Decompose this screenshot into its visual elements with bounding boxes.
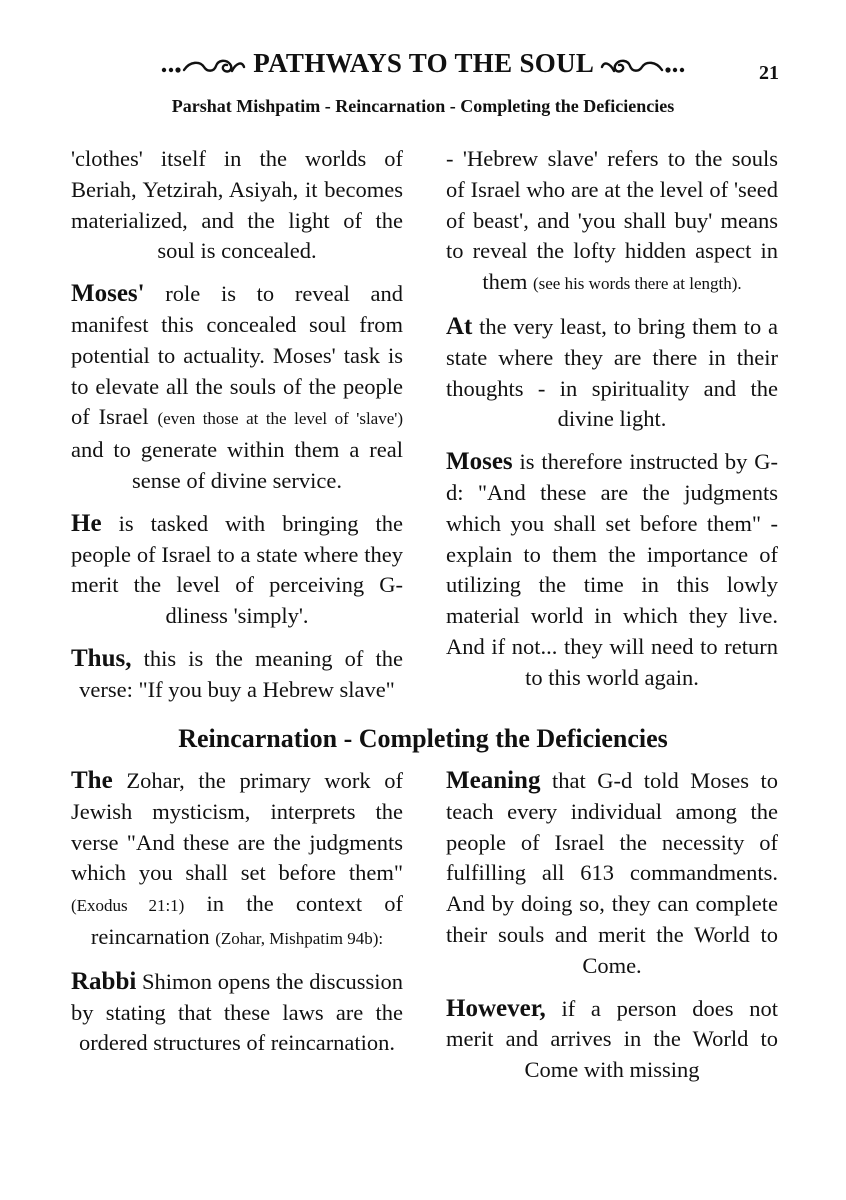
citation: (Exodus 21:1) (71, 896, 185, 916)
paragraph-lead: Meaning (446, 767, 541, 794)
paragraph (71, 644, 403, 706)
paragraph (71, 144, 403, 267)
right-ornament-icon (600, 55, 686, 77)
running-title (0, 48, 846, 79)
paragraph-text: in the context of reincarnation (90, 891, 403, 949)
paragraph-text: Shimon opens the discussion by stating that these laws are the ordered structures of reincarnation. (71, 968, 403, 1056)
paragraph (446, 144, 778, 300)
paragraph-text: this is the meaning of the verse: "If you buy a Hebrew slave" (79, 645, 403, 702)
paragraph-text: that G-d told Moses to teach every individual among the people of Israel the necessity of fulfilling all 613 commandments. And by doing so, they can complete their souls and merit the World to Come. (446, 768, 778, 978)
paragraph-text: - 'Hebrew slave' refers to the souls of Israel who are at the level of 'seed of beast', and 'you shall buy' means to reveal the lofty hidden aspect in them (446, 146, 778, 295)
column-top-right (446, 144, 778, 706)
paragraph-text: Zohar, the primary work of Jewish mysticism, interprets the verse "And these are the judgments which you shall set before them" (71, 768, 403, 886)
paragraph-text: is tasked with bringing the people of Israel to a state where they merit the level of perceiving G-dliness 'simply'. (71, 510, 403, 629)
paragraph-text: 'clothes' itself in the worlds of Beriah, Yetzirah, Asiyah, it becomes materialized, and the light of the soul is concealed. (71, 146, 403, 264)
paragraph-text: if a person does not merit and arrives in the World to Come with missing (446, 995, 778, 1083)
chapter-subtitle: Parshat Mishpatim - Reincarnation - Completing the Deficiencies (171, 96, 675, 116)
book-title: PATHWAYS TO THE SOUL (253, 48, 593, 78)
paragraph (71, 967, 403, 1059)
paragraph (446, 312, 778, 435)
left-ornament-icon (160, 55, 246, 77)
paragraph (71, 766, 403, 955)
paragraph-lead: Moses' (71, 280, 145, 308)
column-top-left (71, 144, 403, 718)
column-bottom-left (71, 766, 403, 1071)
paragraph-lead: The (71, 767, 113, 794)
paragraph (446, 766, 778, 982)
page-number: 21 (759, 62, 779, 84)
paragraph-lead: He (71, 509, 102, 537)
paragraph (446, 994, 778, 1086)
paragraph-lead: At (446, 312, 473, 340)
paragraph (71, 279, 403, 497)
paragraph-aside: (see his words there at length). (532, 274, 742, 294)
paragraph (446, 447, 778, 693)
paragraph-lead: Moses (446, 448, 513, 476)
section-heading: Reincarnation - Completing the Deficiencies (178, 724, 668, 753)
citation: (Zohar, Mishpatim 94b): (215, 928, 384, 948)
column-bottom-right (446, 766, 778, 1098)
page-header (0, 48, 846, 92)
paragraph-lead: However, (446, 994, 546, 1022)
paragraph-lead: Rabbi (71, 967, 137, 995)
paragraph (71, 509, 403, 632)
paragraph-text: is therefore instructed by G-d: "And these are the judgments which you shall set before them" - explain to them the importance of utilizing the time in this lowly material world in which they live. And if not... they will need to return to this world again. (446, 449, 778, 690)
paragraph-text: role is to reveal and manifest this concealed soul from potential to actuality. Moses' task is to elevate all the souls of the people of Israel (71, 281, 403, 430)
paragraph-text: the very least, to bring them to a state where they are there in their thoughts - in spirituality and the divine light. (446, 313, 778, 432)
paragraph-text: and to generate within them a real sense of divine service. (71, 437, 403, 493)
paragraph-aside: (even those at the level of 'slave') (157, 409, 403, 429)
paragraph-lead: Thus, (71, 644, 132, 672)
